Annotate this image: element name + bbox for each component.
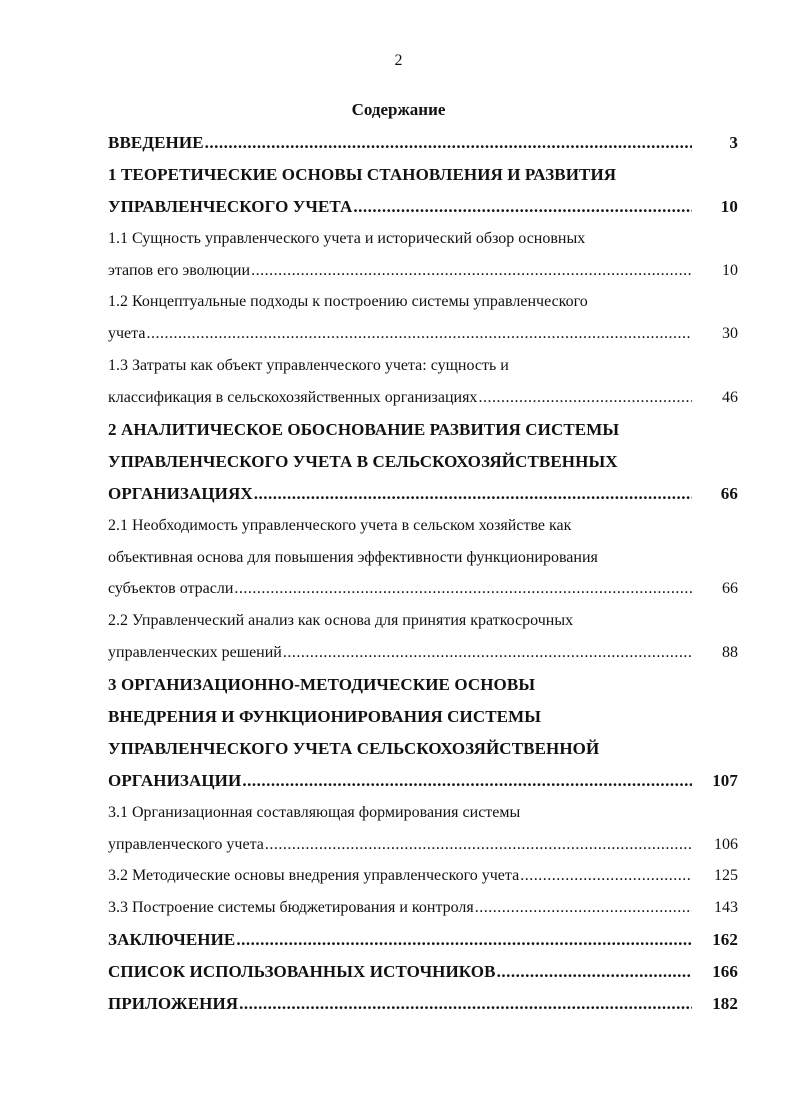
toc-entry-text: объективная основа для повышения эффективности функционирования — [108, 548, 598, 566]
dot-leader — [283, 637, 692, 669]
toc-entry-page: 66 — [722, 580, 738, 598]
toc-entry — [108, 223, 738, 255]
toc-entry-text: ОРГАНИЗАЦИИ — [108, 770, 242, 790]
toc-entry-page: 107 — [712, 770, 738, 790]
toc-entry-page: 166 — [712, 962, 738, 982]
toc-entry-text: 2.2 Управленческий анализ как основа для принятия краткосрочных — [108, 612, 574, 630]
toc-entry-text: УПРАВЛЕНЧЕСКОГО УЧЕТА — [108, 196, 353, 216]
table-of-contents — [108, 127, 738, 1020]
toc-entry — [108, 637, 738, 669]
toc-entry — [108, 414, 738, 446]
toc-entry — [108, 446, 738, 478]
toc-entry-text: 3.2 Методические основы внедрения управленческого учета — [108, 867, 520, 885]
toc-entry-text: классификация в сельскохозяйственных организациях — [108, 389, 478, 407]
toc-entry-text: ВНЕДРЕНИЯ И ФУНКЦИОНИРОВАНИЯ СИСТЕМЫ — [108, 707, 542, 727]
dot-leader — [520, 860, 692, 892]
dot-leader — [251, 255, 692, 287]
toc-entry — [108, 478, 738, 510]
toc-entry-text: ВВЕДЕНИЕ — [108, 133, 204, 152]
toc-entry-text: управленческих решений — [108, 644, 282, 662]
toc-entry-text: УПРАВЛЕНЧЕСКОГО УЧЕТА В СЕЛЬСКОХОЗЯЙСТВЕННЫХ — [108, 451, 618, 471]
toc-entry-page: 88 — [722, 644, 738, 662]
toc-entry — [108, 127, 738, 159]
toc-entry-page: 3 — [729, 133, 738, 152]
toc-entry-text: СПИСОК ИСПОЛЬЗОВАННЫХ ИСТОЧНИКОВ — [108, 962, 496, 982]
toc-entry — [108, 542, 738, 574]
toc-entry — [108, 191, 738, 223]
toc-entry — [108, 733, 738, 765]
toc-entry — [108, 892, 738, 924]
toc-entry-page: 46 — [722, 389, 738, 407]
toc-entry — [108, 797, 738, 829]
toc-entry-page: 10 — [722, 261, 738, 279]
toc-entry-text: 3 ОРГАНИЗАЦИОННО-МЕТОДИЧЕСКИЕ ОСНОВЫ — [108, 675, 536, 695]
toc-entry-text: 1.2 Концептуальные подходы к построению системы управленческого — [108, 293, 588, 311]
toc-entry — [108, 669, 738, 701]
toc-entry-text: 2.1 Необходимость управленческого учета в сельском хозяйстве как — [108, 516, 572, 534]
dot-leader — [353, 191, 692, 223]
toc-entry — [108, 956, 738, 988]
toc-entry — [108, 159, 738, 191]
toc-entry-page: 125 — [714, 867, 738, 885]
toc-entry — [108, 860, 738, 892]
toc-entry-text: ЗАКЛЮЧЕНИЕ — [108, 930, 236, 950]
dot-leader — [242, 765, 692, 797]
toc-entry-text: 1.3 Затраты как объект управленческого учета: сущность и — [108, 357, 509, 375]
dot-leader — [265, 829, 692, 861]
dot-leader — [478, 382, 692, 414]
toc-entry — [108, 924, 738, 956]
dot-leader — [254, 478, 692, 510]
toc-entry — [108, 286, 738, 318]
toc-entry-page: 66 — [720, 483, 738, 503]
toc-entry-text: 3.3 Построение системы бюджетирования и контроля — [108, 899, 474, 917]
toc-entry-text: учета — [108, 325, 146, 343]
toc-entry-text: 2 АНАЛИТИЧЕСКОЕ ОБОСНОВАНИЕ РАЗВИТИЯ СИСТЕМЫ — [108, 420, 620, 440]
toc-entry-page: 10 — [720, 196, 738, 216]
toc-entry — [108, 605, 738, 637]
toc-entry — [108, 765, 738, 797]
dot-leader — [234, 573, 692, 605]
toc-entry-text: этапов его эволюции — [108, 261, 251, 279]
toc-entry — [108, 318, 738, 350]
toc-entry-text: управленческого учета — [108, 835, 264, 853]
toc-entry-text: ОРГАНИЗАЦИЯХ — [108, 483, 253, 503]
toc-entry — [108, 510, 738, 542]
toc-entry — [108, 573, 738, 605]
toc-entry — [108, 255, 738, 287]
dot-leader — [497, 956, 692, 988]
dot-leader — [236, 924, 692, 956]
toc-entry — [108, 701, 738, 733]
dot-leader — [146, 318, 692, 350]
dot-leader — [239, 988, 692, 1020]
toc-entry-text: субъектов отрасли — [108, 580, 234, 598]
toc-entry-text: ПРИЛОЖЕНИЯ — [108, 994, 239, 1014]
toc-entry-text: 1 ТЕОРЕТИЧЕСКИЕ ОСНОВЫ СТАНОВЛЕНИЯ И РАЗВИТИЯ — [108, 164, 617, 184]
toc-entry — [108, 829, 738, 861]
dot-leader — [475, 892, 692, 924]
toc-entry-text: УПРАВЛЕНЧЕСКОГО УЧЕТА СЕЛЬСКОХОЗЯЙСТВЕННОЙ — [108, 738, 600, 758]
toc-entry-page: 182 — [712, 994, 738, 1014]
toc-entry-text: 3.1 Организационная составляющая формирования системы — [108, 803, 521, 821]
toc-entry-page: 106 — [714, 835, 738, 853]
dot-leader — [205, 127, 692, 159]
toc-entry — [108, 988, 738, 1020]
page-title: Содержание — [351, 100, 446, 119]
toc-entry-page: 30 — [722, 325, 738, 343]
page-number: 2 — [394, 52, 403, 69]
toc-entry — [108, 382, 738, 414]
toc-entry-page: 162 — [712, 930, 738, 950]
toc-entry — [108, 350, 738, 382]
toc-entry-text: 1.1 Сущность управленческого учета и исторический обзор основных — [108, 229, 586, 247]
toc-entry-page: 143 — [714, 899, 738, 917]
